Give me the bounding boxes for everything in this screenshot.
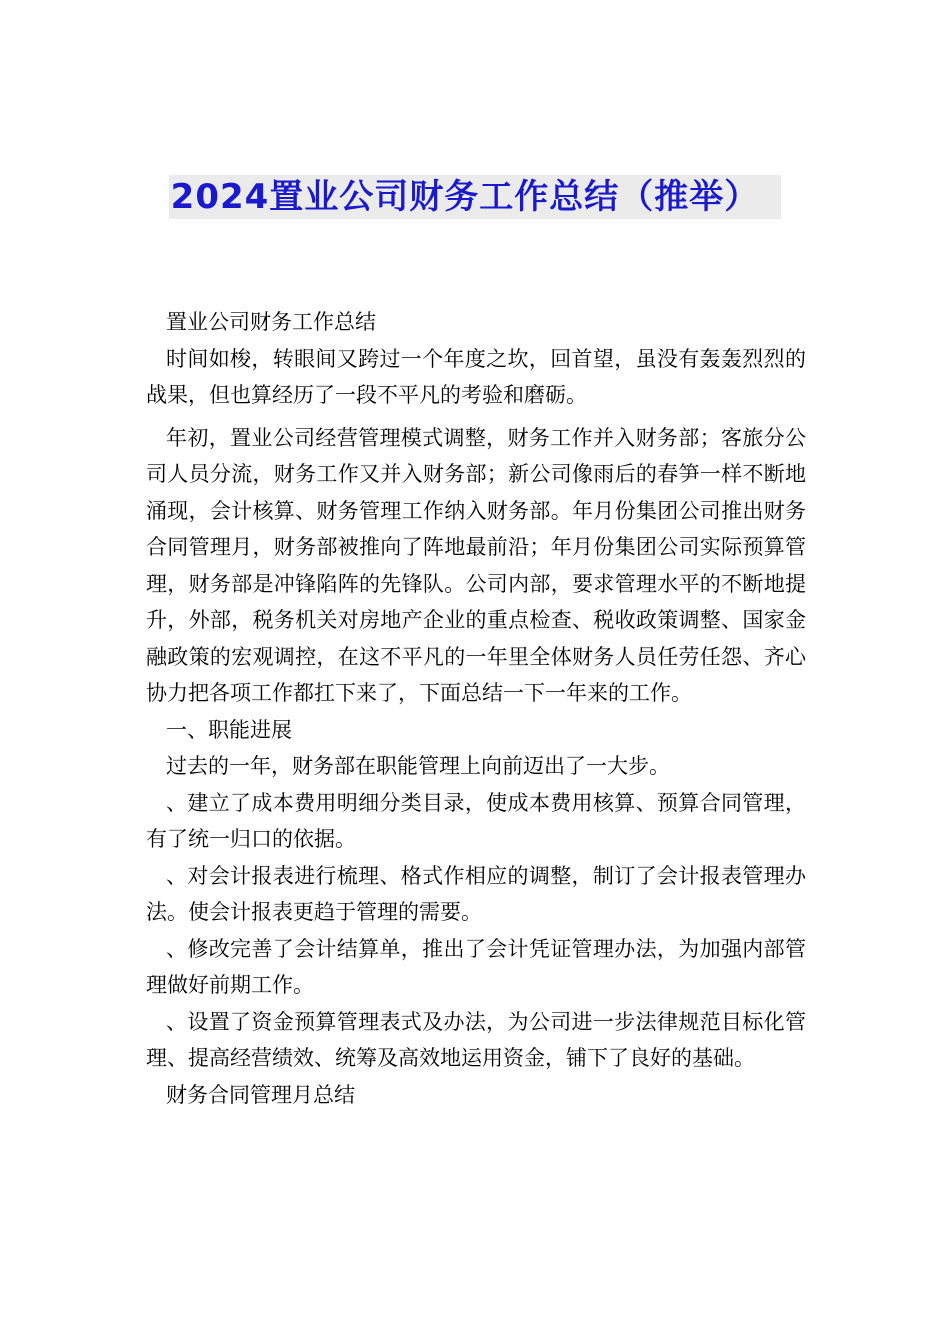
paragraph-intro: 时间如梭，转眼间又跨过一个年度之坎，回首望，虽没有轰轰烈烈的战果，但也算经历了一段不平凡的考验和磨砺。 — [146, 346, 806, 407]
paragraph-subtitle: 置业公司财务工作总结 — [166, 310, 376, 334]
section-heading-functions: 一、职能进展 — [166, 717, 292, 742]
paragraph-item-budget: 、设置了资金预算管理表式及办法，为公司进一步法律规范目标化管理、提高经营绩效、统筹及高效地运用资金，铺下了良好的基础。 — [146, 1009, 806, 1070]
document-body — [146, 304, 806, 1113]
paragraph-item-reports: 、对会计报表进行梳理、格式作相应的调整，制订了会计报表管理办法。使会计报表更趋于管理的需要。 — [146, 863, 806, 924]
document-title: 2024置业公司财务工作总结（推举） — [169, 175, 782, 219]
paragraph-item-cost: 、建立了成本费用明细分类目录，使成本费用核算、预算合同管理，有了统一归口的依据。 — [146, 790, 806, 851]
paragraph-past-year: 过去的一年，财务部在职能管理上向前迈出了一大步。 — [166, 754, 670, 778]
paragraph-item-settlement: 、修改完善了会计结算单，推出了会计凭证管理办法，为加强内部管理做好前期工作。 — [146, 936, 806, 997]
title-container — [0, 175, 950, 219]
paragraph-contract-month: 财务合同管理月总结 — [166, 1082, 355, 1107]
paragraph-year-start: 年初，置业公司经营管理模式调整，财务工作并入财务部；客旅分公司人员分流，财务工作又并入财务部；新公司像雨后的春笋一样不断地涌现，会计核算、财务管理工作纳入财务部。年月份集团公司推出财务合同管理月，财务部被推向了阵地最前沿；年月份集团公司实际预算管理，财务部是冲锋陷阵的先锋队。公司内部，要求管理水平的不断地提升，外部，税务机关对房地产企业的重点检查、税收政策调整、国家金融政策的宏观调控，在这不平凡的一年里全体财务人员任劳任怨、齐心协力把各项工作都扛下来了，下面总结一下一年来的工作。 — [146, 425, 806, 705]
